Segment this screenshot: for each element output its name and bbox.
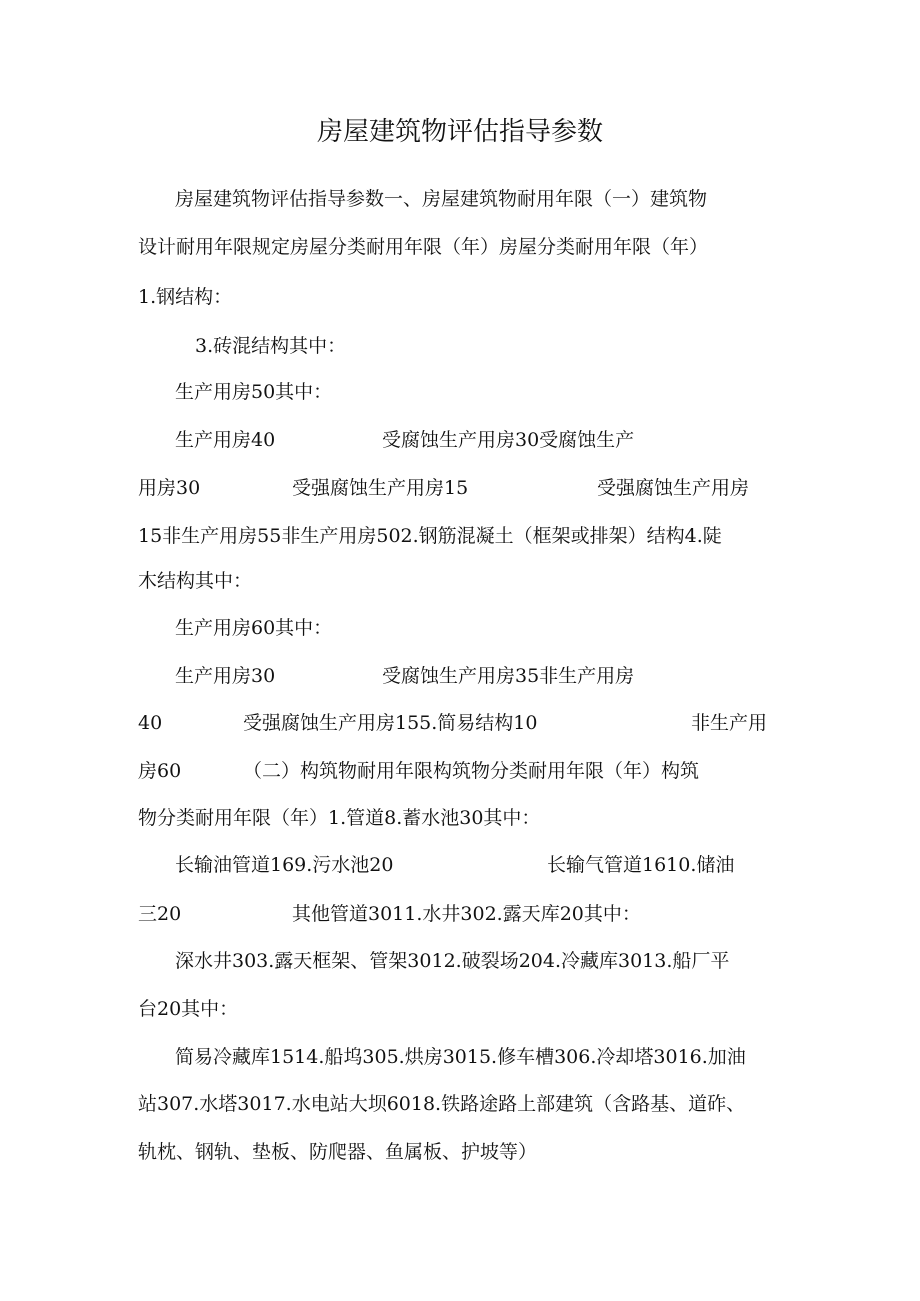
text-line: 非生产用	[691, 712, 768, 734]
text-line: 生产用房60其中：	[175, 617, 333, 639]
text-line: 深水井303.露天框架、管架3012.破裂场204.冷藏库3013.船厂平	[175, 950, 730, 972]
text-line: 受强腐蚀生产用房	[597, 477, 750, 499]
text-line: 站307.水塔3017.水电站大坝6018.铁路途路上部建筑（含路基、道砟、	[138, 1093, 746, 1115]
text-line: 设计耐用年限规定房屋分类耐用年限（年）房屋分类耐用年限（年）	[138, 236, 709, 258]
text-line: 轨枕、钢轨、垫板、防爬器、鱼属板、护坡等）	[138, 1141, 538, 1163]
text-line: 简易冷藏库1514.船坞305.烘房3015.修车槽306.冷却塔3016.加油	[175, 1046, 746, 1068]
text-line: 生产用房30	[175, 665, 276, 687]
text-line: （二）构筑物耐用年限构筑物分类耐用年限（年）构筑	[243, 760, 700, 782]
text-line: 房60	[138, 760, 182, 782]
text-line: 木结构其中：	[138, 570, 253, 592]
text-line: 物分类耐用年限（年）1.管道8.蓄水池30其中：	[138, 807, 541, 829]
text-line: 长输气管道1610.储油	[547, 854, 735, 876]
text-line: 生产用房50其中：	[175, 381, 333, 403]
text-line: 受强腐蚀生产用房155.简易结构10	[243, 712, 538, 734]
text-line: 1.钢结构：	[138, 286, 233, 308]
text-line: 3.砖混结构其中：	[195, 335, 347, 357]
text-line: 受强腐蚀生产用房15	[292, 477, 469, 499]
text-line: 生产用房40	[175, 429, 276, 451]
page-title: 房屋建筑物评估指导参数	[316, 117, 603, 147]
text-line: 40	[138, 712, 163, 734]
text-line: 长输油管道169.污水池20	[175, 854, 394, 876]
text-line: 用房30	[138, 477, 201, 499]
text-line: 台20其中：	[138, 998, 239, 1020]
text-line: 房屋建筑物评估指导参数一、房屋建筑物耐用年限（一）建筑物	[175, 188, 708, 210]
text-line: 三20	[138, 903, 182, 925]
text-line: 其他管道3011.水井302.露天库20其中：	[292, 903, 641, 925]
text-line: 受腐蚀生产用房35非生产用房	[382, 665, 635, 687]
text-line: 15非生产用房55非生产用房502.钢筋混凝土（框架或排架）结构4.陡	[138, 525, 722, 547]
text-line: 受腐蚀生产用房30受腐蚀生产	[382, 429, 635, 451]
